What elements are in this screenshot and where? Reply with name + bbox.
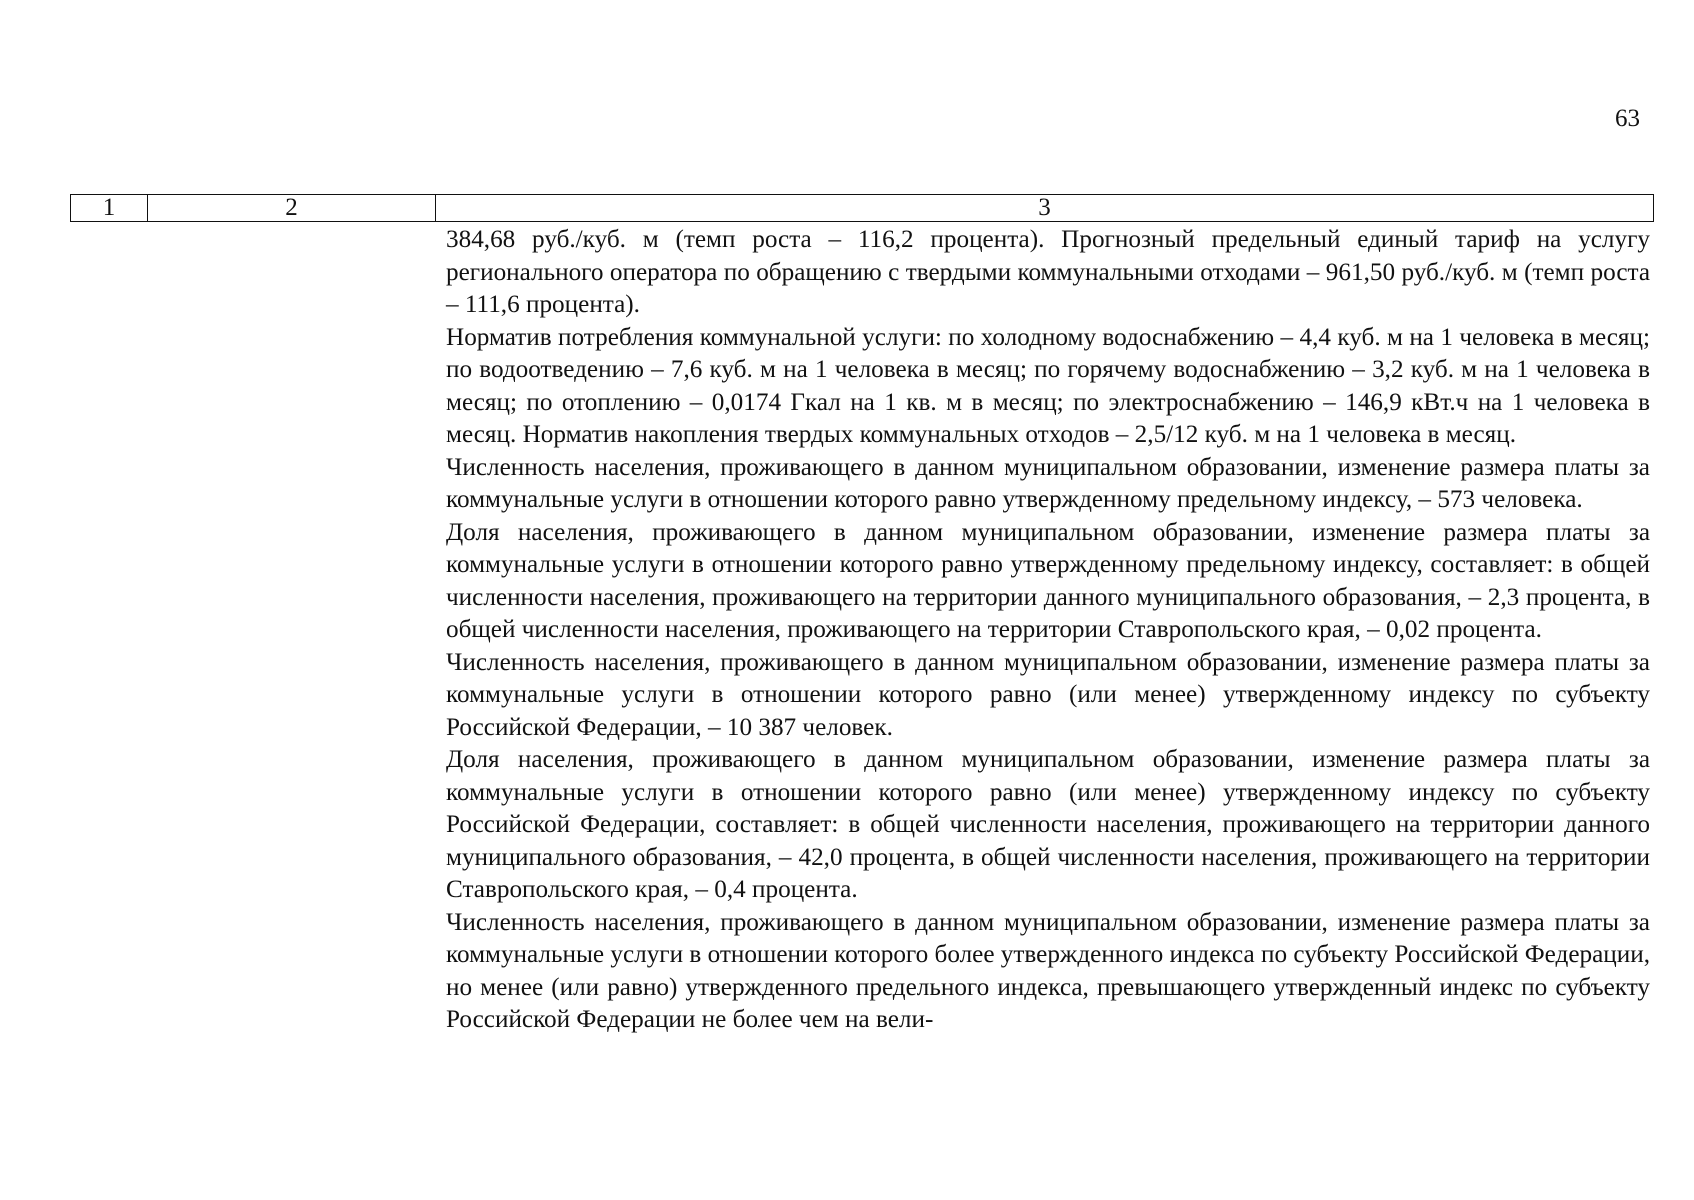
page-number: 63	[1615, 105, 1640, 132]
paragraph-consumption-norms: Норматив потребления коммунальной услуги: по холодному водоснабжению – 4,4 куб. м на 1 человека в месяц; по водоотведению – 7,6 куб. м на 1 человека в месяц; по горячему водоснабжению – 3,2 куб. м на 1 человека в месяц; по отоплению – 0,0174 Гкал на 1 кв. м в месяц; по электроснабжению – 146,9 кВт.ч на 1 человека в месяц. Норматив накопления твердых коммунальных отходов – 2,5/12 куб. м на 1 человека в месяц.	[446, 323, 1650, 448]
paragraph-share-equal-limit: Доля населения, проживающего в данном муниципальном образовании, изменение размера платы за коммунальные услуги в отношении которого равно утвержденному предельному индексу, составляет: в общей численности населения, проживающего на территории данного муниципального образования, – 2,3 процента, в общей численности населения, проживающего на территории Ставропольского края, – 0,02 процента.	[446, 518, 1650, 643]
paragraph-tariff: 384,68 руб./куб. м (темп роста – 116,2 процента). Прогнозный предельный единый тариф на услугу регионального оператора по обращению с твердыми коммунальными отходами – 961,50 руб./куб. м (темп роста – 111,6 процента).	[446, 226, 1650, 318]
column-header-2: 2	[148, 195, 436, 221]
column-3-body-text	[446, 224, 1650, 1037]
table-header-row	[70, 194, 1654, 222]
column-header-3: 3	[1038, 194, 1051, 221]
paragraph-population-above-index: Численность населения, проживающего в данном муниципальном образовании, изменение размера платы за коммунальные услуги в отношении которого более утвержденного индекса по субъекту Российской Федерации, но менее (или равно) утвержденного предельного индекса, превышающего утвержденный индекс по субъекту Российской Федерации не более чем на вели-	[446, 908, 1651, 1033]
column-header-1: 1	[71, 195, 148, 221]
paragraph-population-equal-limit: Численность населения, проживающего в данном муниципальном образовании, изменение размера платы за коммунальные услуги в отношении которого равно утвержденному предельному индексу, – 573 человека.	[446, 453, 1650, 513]
paragraph-share-subject-index: Доля населения, проживающего в данном муниципальном образовании, изменение размера платы за коммунальные услуги в отношении которого равно (или менее) утвержденному индексу по субъекту Российской Федерации, составляет: в общей численности населения, проживающего на территории данного муниципального образования, – 42,0 процента, в общей численности населения, проживающего на территории Ставропольского края, – 0,4 процента.	[446, 746, 1650, 903]
paragraph-population-subject-index: Численность населения, проживающего в данном муниципальном образовании, изменение размера платы за коммунальные услуги в отношении которого равно (или менее) утвержденному индексу по субъекту Российской Федерации, – 10 387 человек.	[446, 648, 1650, 741]
